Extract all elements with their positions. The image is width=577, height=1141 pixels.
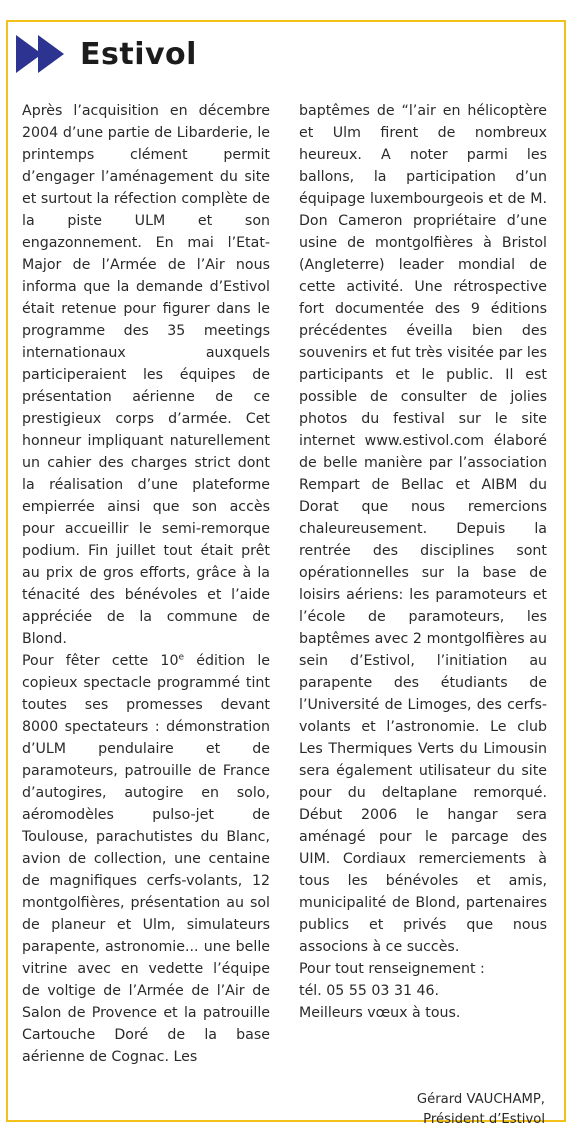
contact-block xyxy=(299,958,547,1024)
article-column-left xyxy=(22,100,270,1068)
article-title: Estivol xyxy=(80,36,197,72)
signature-block xyxy=(285,1090,545,1130)
article-column-right xyxy=(299,100,547,1024)
signature-role: Président d’Estivol xyxy=(423,1112,545,1127)
double-chevron-right-icon xyxy=(16,35,60,73)
paragraph-acquisition: Après l’acquisition en décembre 2004 d’une partie de Libarderie, le printemps clément permit d’engager l’aménagement du site et surtout la réfection complète de la piste ULM et son engazonnement. En mai l’Etat-Major de l’Armée de l’Air nous informa que la demande d’Estivol était retenue pour figurer dans le programme des 35 meetings internationaux auxquels participeraient les équipes de présentation aérienne de ce prestigieux corps d’armée. Cet honneur impliquant naturellement un cahier des charges strict dont la réalisation d’une plateforme empierrée ainsi que son accès pour accueillir le semi-remorque podium. Fin juillet tout était prêt au prix de gros efforts, grâce à la ténacité des bénévoles et l’aide appréciée de la commune de Blond. xyxy=(22,103,270,647)
paragraph-tenth-edition: Pour fêter cette 10e édition le copieux spectacle programmé tint toutes ses promesses devant 8000 spectateurs : démonstration d’ULM pendulaire et de paramoteurs, patrouille de France d’autogires, autogire en solo, aéromodèles pulso-jet de Toulouse, parachutistes du Blanc, avion de collection, une centaine de magnifiques cerfs-volants, 12 montgolfières, présentation au sol de planeur et Ulm, simulateurs parapente, astronomie... une belle vitrine avec en vedette l’équipe de voltige de l’Armée de l’Air de Salon de Provence et la patrouille Cartouche Doré de la base aérienne de Cognac. Les xyxy=(22,652,271,1065)
greetings-line: Meilleurs vœux à tous. xyxy=(299,1005,461,1021)
contact-phone: tél. 05 55 03 31 46. xyxy=(299,983,440,999)
paragraph-baptemes: baptêmes de “l’air en hélicoptère et Ulm firent de nombreux heureux. A noter parmi les ballons, la participation d’un équipage luxembourgeois et de M. Don Cameron propriétaire d’une usine de montgolfières à Bristol (Angleterre) leader mondial de cette activité. Une rétrospective fort documentée des 9 éditions précédentes éveilla bien des souvenirs et fut très visitée par les participants et le public. Il est possible de consulter de jolies photos du festival sur le site internet www.estivol.com élaboré de belle manière par l’association Rempart de Bellac et AIBM du Dorat que nous remercions chaleureusement. Depuis la rentrée des disciplines sont opérationnelles sur la base de loisirs aériens: les paramoteurs et l’école de paramoteurs, les baptêmes avec 2 montgolfières au sein d’Estivol, l’initiation au parapente des étudiants de l’Université de Limoges, des cerfs-volants et l’astronomie. Le club Les Thermiques Verts du Limousin sera également utilisateur du site pour du deltaplane remorqué. Début 2006 le hangar sera aménagé pour le parcage des UIM. Cordiaux remerciements à tous les bénévoles et amis, municipalité de Blond, partenaires publics et privés que nous associons à ce succès. xyxy=(299,103,547,955)
signature-name: Gérard VAUCHAMP, xyxy=(416,1092,545,1107)
article-header xyxy=(16,30,197,78)
contact-line: Pour tout renseignement : xyxy=(299,961,485,977)
